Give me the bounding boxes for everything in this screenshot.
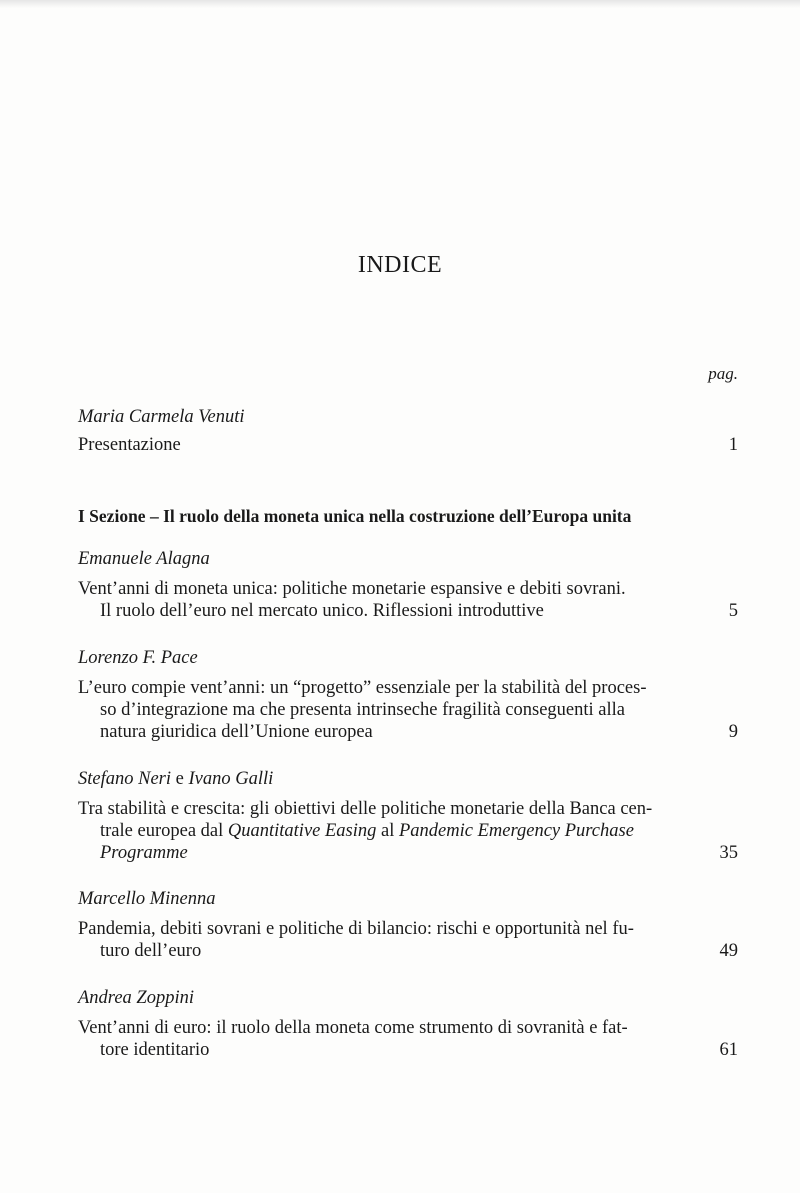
toc-title-line: natura giuridica dell’Unione europea — [100, 722, 373, 742]
toc-title — [78, 578, 664, 622]
toc-title-line — [78, 842, 664, 864]
toc-entry — [78, 987, 738, 1061]
toc-row — [78, 677, 738, 743]
toc-entry — [78, 406, 738, 456]
toc-author-conjunction: e — [171, 769, 189, 789]
toc-title-line: Tra stabilità e crescita: gli obiettivi delle politiche monetarie della Banca cen- — [78, 799, 653, 819]
toc-title-line: L’euro compie vent’anni: un “progetto” essenziale per la stabilità del proces- — [78, 678, 647, 698]
toc-entry — [78, 888, 738, 962]
toc-author-name: Stefano Neri — [78, 769, 172, 789]
toc-entry — [78, 548, 738, 622]
toc-title-line: Il ruolo dell’euro nel mercato unico. Riflessioni introduttive — [100, 601, 544, 621]
toc-page-number: 49 — [719, 941, 738, 961]
scan-edge — [0, 0, 800, 8]
toc-row — [78, 434, 738, 456]
toc-page-number: 5 — [728, 601, 738, 621]
toc-author: Lorenzo F. Pace — [78, 648, 198, 668]
toc-page-number: 9 — [728, 722, 738, 742]
toc-author: Marcello Minenna — [78, 889, 216, 909]
toc-row — [78, 918, 738, 962]
toc-text-fragment: al — [376, 821, 399, 841]
toc-page-number: 1 — [728, 435, 738, 455]
section-heading: I Sezione – Il ruolo della moneta unica nella costruzione dell’Europa unita — [78, 506, 632, 526]
toc-title-line: turo dell’euro — [100, 941, 202, 961]
toc-row — [78, 798, 738, 864]
toc-author-name: Ivano Galli — [188, 769, 274, 789]
toc-row — [78, 578, 738, 622]
toc-title — [78, 434, 664, 456]
toc-page-number: 35 — [719, 843, 738, 863]
toc-page-number: 61 — [719, 1040, 738, 1060]
toc-italic-fragment: Quantitative Easing — [227, 821, 377, 841]
toc-author: Maria Carmela Venuti — [78, 407, 245, 427]
toc-author — [78, 768, 738, 790]
toc-entry — [78, 647, 738, 743]
toc-row — [78, 1017, 738, 1061]
toc-author: Andrea Zoppini — [78, 988, 194, 1008]
toc-italic-fragment: Pandemic Emergency Purchase — [399, 821, 634, 841]
toc-title-line: Presentazione — [78, 435, 181, 455]
toc-italic-fragment: Programme — [100, 843, 188, 863]
toc-title-line: Vent’anni di moneta unica: politiche monetarie espansive e debiti sovrani. — [78, 579, 626, 599]
toc-title — [78, 918, 664, 962]
page-column-label: pag. — [708, 364, 738, 383]
toc-title-line: tore identitario — [100, 1040, 210, 1060]
toc-title-line — [78, 820, 664, 842]
toc-title — [78, 798, 664, 864]
toc-author: Emanuele Alagna — [78, 549, 210, 569]
toc-title-line: Vent’anni di euro: il ruolo della moneta come strumento di sovranità e fat- — [78, 1018, 628, 1038]
toc-entry — [78, 768, 738, 864]
toc-title — [78, 1017, 664, 1061]
toc-title-line: so d’integrazione ma che presenta intrinseche fragilità conseguenti alla — [100, 700, 625, 720]
toc-text-fragment: trale europea dal — [100, 821, 228, 841]
page-title: INDICE — [357, 252, 443, 278]
toc-title — [78, 677, 664, 743]
toc-title-line: Pandemia, debiti sovrani e politiche di bilancio: rischi e opportunità nel fu- — [78, 919, 634, 939]
